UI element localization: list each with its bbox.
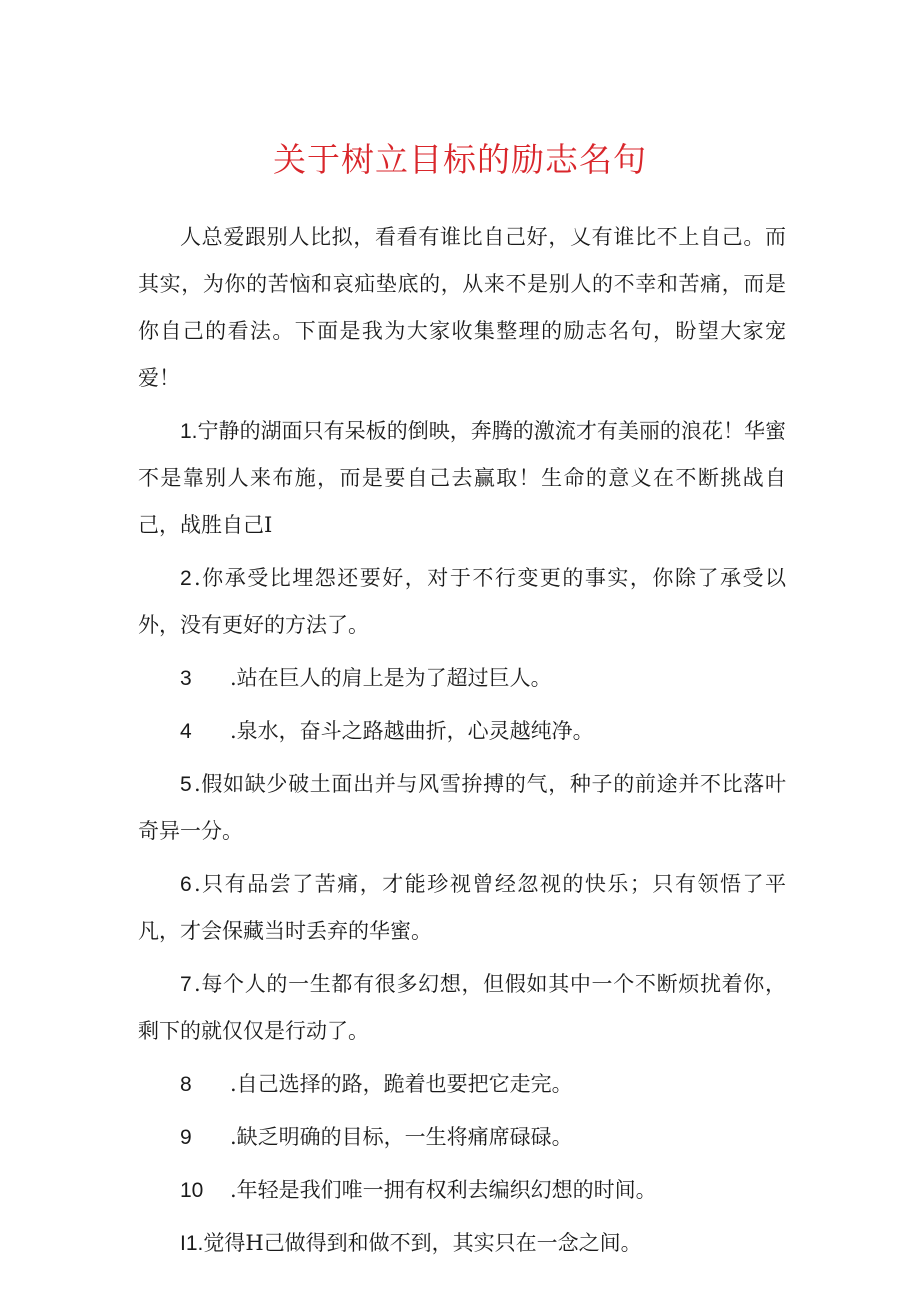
quote-text: .每个人的一生都有很多幻想，但假如其中一个不断烦扰着你，剩下的就仅仅是行动了。 bbox=[138, 972, 786, 1043]
quote-item-8 bbox=[138, 1061, 786, 1108]
quote-number: 8 bbox=[180, 1073, 192, 1096]
quote-text: .自己选择的路，跪着也要把它走完。 bbox=[230, 1072, 573, 1096]
quote-text: 宁静的湖面只有呆板的倒映，奔腾的激流才有美丽的浪花！华蜜不是靠别人来布施，而是要自己去赢取！生命的意义在不断挑战自己，战胜自己I bbox=[138, 419, 786, 537]
quote-item-9 bbox=[138, 1114, 786, 1161]
quote-number: I1. bbox=[180, 1232, 204, 1255]
quote-text: .年轻是我们唯一拥有权利去编织幻想的时间。 bbox=[230, 1178, 657, 1202]
quote-number: 9 bbox=[180, 1126, 192, 1149]
quote-item-6 bbox=[138, 861, 786, 955]
quote-item-7 bbox=[138, 961, 786, 1055]
quote-number: 3 bbox=[180, 667, 192, 690]
quote-item-3 bbox=[138, 655, 786, 702]
quote-item-5 bbox=[138, 761, 786, 855]
quote-text: .泉水，奋斗之路越曲折，心灵越纯净。 bbox=[230, 719, 594, 743]
quote-number: 10 bbox=[180, 1179, 204, 1202]
quote-number: 7 bbox=[180, 973, 192, 996]
quote-number: 4 bbox=[180, 720, 192, 743]
quote-text: .你承受比埋怨还要好，对于不行变更的事实，你除了承受以外，没有更好的方法了。 bbox=[138, 566, 786, 637]
quote-text: .假如缺少破土面出并与风雪拚搏的气，种子的前途并不比落叶奇异一分。 bbox=[138, 772, 786, 843]
quote-number: 6 bbox=[180, 873, 192, 896]
quote-item-10 bbox=[138, 1167, 786, 1214]
quote-text: .缺乏明确的目标，一生将痛席碌碌。 bbox=[230, 1125, 573, 1149]
quote-item-1 bbox=[138, 408, 786, 549]
quote-item-11 bbox=[138, 1220, 786, 1267]
quote-text: 觉得H己做得到和做不到，其实只在一念之间。 bbox=[203, 1231, 642, 1255]
quote-item-4 bbox=[138, 708, 786, 755]
document-title: 关于树立目标的励志名句 bbox=[273, 140, 647, 179]
quote-number: 1. bbox=[180, 420, 198, 443]
quote-number: 5 bbox=[180, 773, 192, 796]
document-body bbox=[138, 214, 786, 1273]
intro-paragraph: 人总爱跟别人比拟，看看有谁比自己好，乂有谁比不上自己。而其实，为你的苦恼和哀疝垫底的，从来不是别人的不幸和苦痛，而是你自己的看法。下面是我为大家收集整理的励志名句，盼望大家宠爱！ bbox=[138, 225, 786, 390]
quote-text: .只有品尝了苦痛，才能珍视曾经忽视的快乐；只有领悟了平凡，才会保藏当时丢弃的华蜜。 bbox=[138, 872, 786, 943]
quote-item-2 bbox=[138, 555, 786, 649]
quote-number: 2 bbox=[180, 567, 192, 590]
quote-text: .站在巨人的肩上是为了超过巨人。 bbox=[230, 666, 552, 690]
